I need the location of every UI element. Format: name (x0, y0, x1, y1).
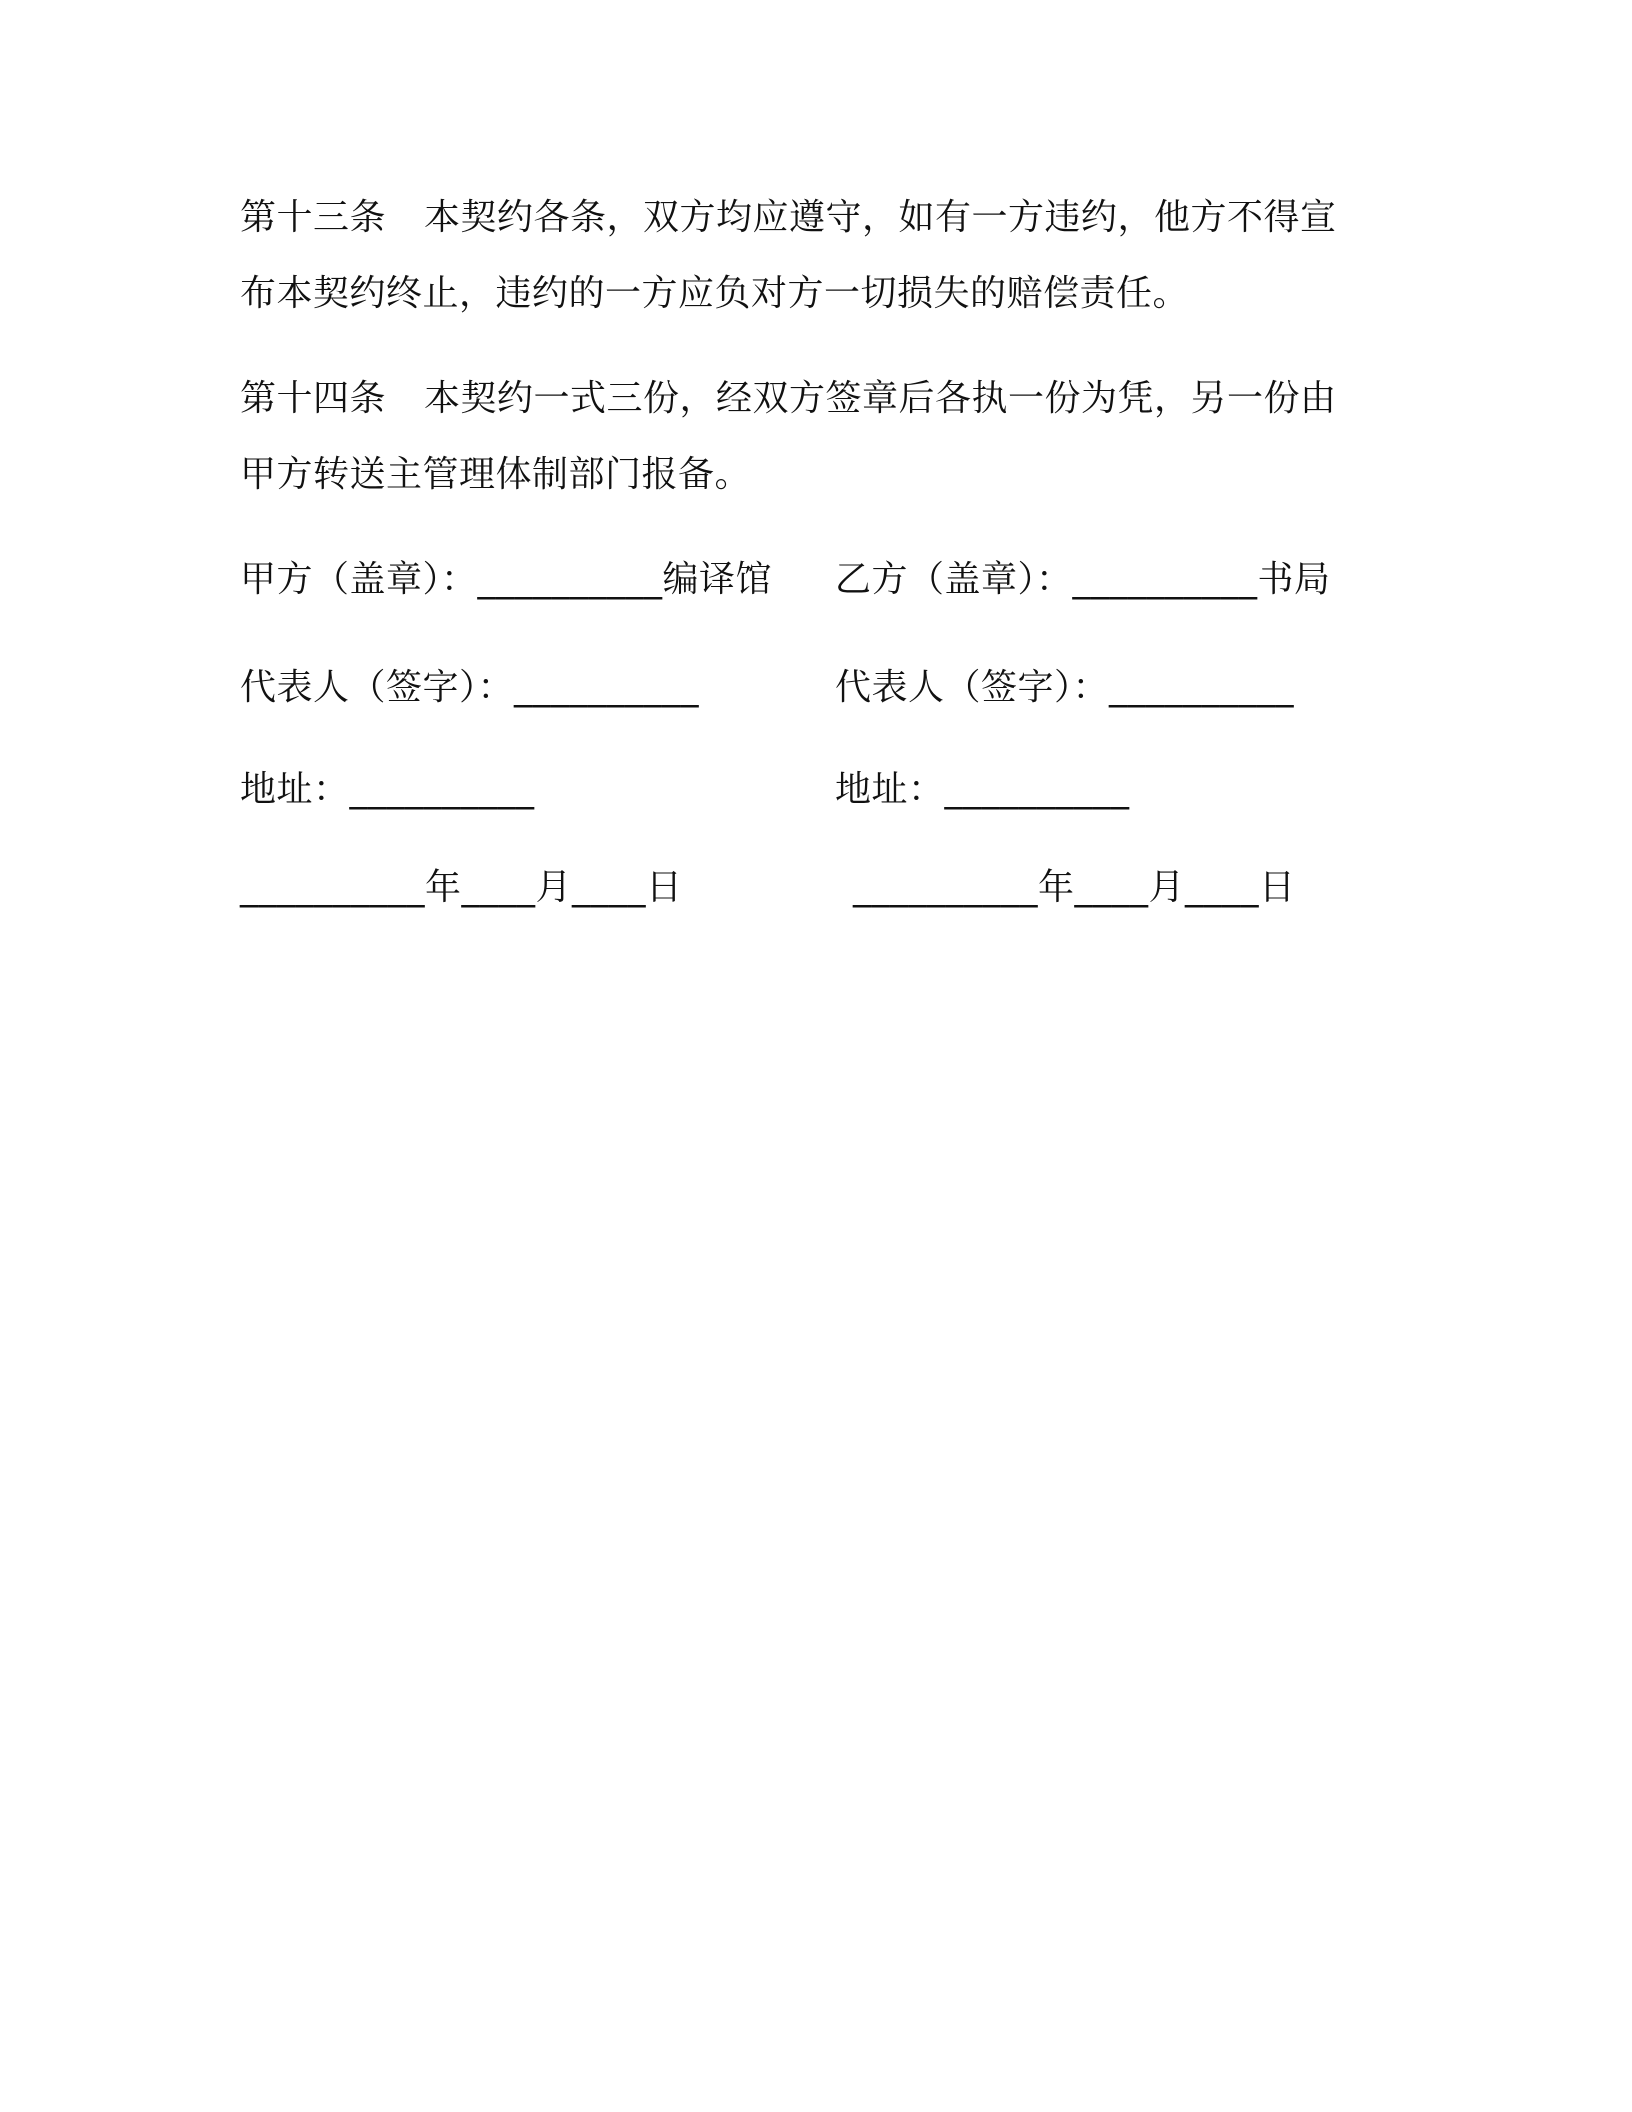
party-b-representative: 代表人（签字）：__________ (835, 667, 1295, 708)
party-a-representative: 代表人（签字）：__________ (240, 667, 700, 708)
article-14-number: 第十四条 (240, 378, 387, 419)
article-14-text-1: 本契约一式三份，经双方签章后各执一份为凭，另一份由 (424, 378, 1337, 419)
article-13-number: 第十三条 (240, 197, 387, 238)
article-13-text-2: 布本契约终止，违约的一方应负对方一切损失的赔偿责任。 (240, 273, 1190, 314)
article-13-line-1 (240, 196, 1337, 240)
party-b-date: __________年____月____日 (853, 867, 1296, 908)
party-b-address: 地址：__________ (835, 769, 1130, 810)
party-a-address: 地址：__________ (240, 769, 535, 810)
article-14-text-2: 甲方转送主管理体制部门报备。 (240, 454, 752, 495)
party-a-date: __________年____月____日 (240, 867, 683, 908)
article-14-line-1 (240, 377, 1337, 421)
article-14-line-2 (240, 453, 751, 497)
party-a-seal: 甲方（盖章）：__________编译馆 (240, 559, 773, 600)
party-b-seal: 乙方（盖章）：__________书局 (835, 559, 1331, 600)
article-13-line-2 (240, 272, 1189, 316)
article-13-text-1: 本契约各条，双方均应遵守，如有一方违约，他方不得宣 (424, 197, 1337, 238)
